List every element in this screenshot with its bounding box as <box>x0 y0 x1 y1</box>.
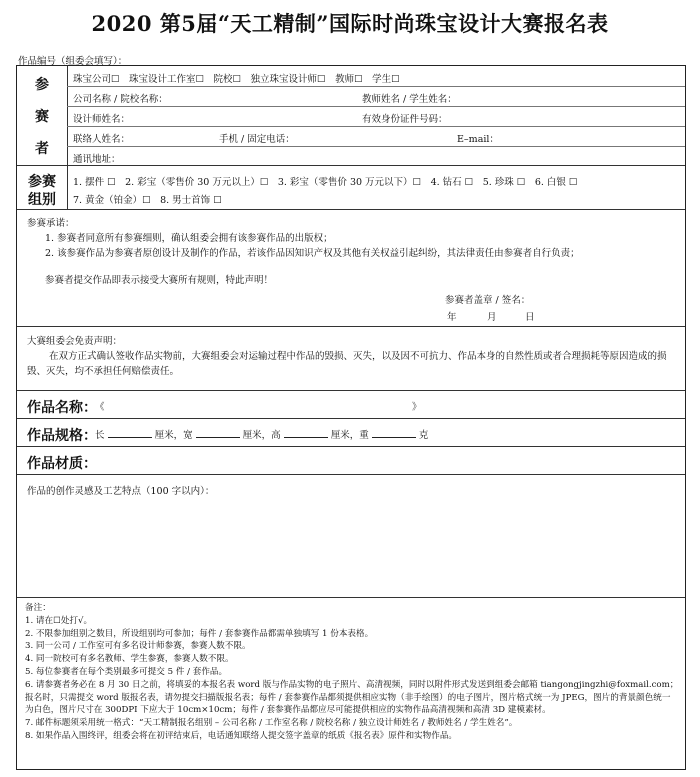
date-month: 月 <box>487 312 497 323</box>
participant-type-options[interactable]: 珠宝公司☐ 珠宝设计工作室☐ 院校☐ 独立珠宝设计师☐ 教师☐ 学生☐ <box>73 74 400 85</box>
email-field[interactable]: E–mail： <box>457 134 499 145</box>
registration-form <box>16 65 686 770</box>
company-name-field[interactable]: 公司名称 / 院校名称： <box>73 94 168 105</box>
inspiration-section[interactable] <box>17 475 685 598</box>
work-number-label: 作品编号（组委会填写）： <box>18 56 128 67</box>
date-year: 年 <box>447 312 457 323</box>
disclaimer-section <box>17 327 685 391</box>
participant-section <box>17 66 685 166</box>
work-spec-fields[interactable] <box>95 427 428 441</box>
note-item-8: 8. 如果作品入围终评，组委会将在初评结束后，电话通知联络人提交签字盖章的纸质《报名表》原件和实物作品。 <box>25 730 458 741</box>
height-input[interactable] <box>284 428 328 438</box>
inspiration-label: 作品的创作灵感及工艺特点（100 字以内）： <box>27 486 215 497</box>
participant-label-1: 参 <box>35 77 49 93</box>
commitment-item-1: 1. 参赛者同意所有参赛细则，确认组委会拥有该参赛作品的出版权； <box>45 233 333 244</box>
work-name-open: 《 <box>95 402 105 413</box>
weight-input[interactable] <box>372 428 416 438</box>
contact-name-field[interactable]: 联络人姓名： <box>73 134 131 145</box>
participant-label-2: 赛 <box>35 109 49 125</box>
date-day: 日 <box>525 312 535 323</box>
group-options-line2[interactable]: 7. 黄金（铂金）☐ 8. 男士首饰 ☐ <box>73 195 222 206</box>
length-input[interactable] <box>108 428 152 438</box>
groups-section <box>17 166 685 210</box>
form-title: 2020 第5届“天工精制”国际时尚珠宝设计大赛报名表 <box>91 11 609 36</box>
work-material-row <box>17 447 685 475</box>
spec-length-label: 长 <box>95 430 105 441</box>
spec-width-label: 厘米，宽 <box>154 430 193 441</box>
designer-name-field[interactable]: 设计师姓名： <box>73 114 131 125</box>
spec-height-label: 厘米，高 <box>242 430 281 441</box>
commitment-title: 参赛承诺： <box>27 218 75 229</box>
note-item-7: 7. 邮件标题须采用统一格式：“天工精制报名组别 – 公司名称 / 工作室名称 / 院校名称 / 独立设计师姓名 / 教师姓名 / 学生姓名”。 <box>25 718 518 729</box>
commitment-item-2: 2. 该参赛作品为参赛者原创设计及制作的作品，若该作品因知识产权及其他有关权益引起纠纷，其法律责任由参赛者自行负责； <box>45 248 580 259</box>
note-item-4: 4. 同一院校可有多名教师、学生参赛，参赛人数不限。 <box>25 654 234 665</box>
work-name-close: 》 <box>412 402 422 413</box>
commitment-statement: 参赛者提交作品即表示接受大赛所有规则，特此声明！ <box>45 275 274 286</box>
id-number-field[interactable]: 有效身份证件号码： <box>362 114 448 125</box>
work-name-row <box>17 391 685 419</box>
teacher-student-name-field[interactable]: 教师姓名 / 学生姓名： <box>362 94 457 105</box>
note-item-5: 5. 每位参赛者在每个类别最多可提交 5 件 / 套作品。 <box>25 666 228 677</box>
participant-label-3: 者 <box>35 141 49 157</box>
note-item-2: 2. 不限参加组别之数目，所设组别均可参加；每件 / 套参赛作品都需单独填写 1 份本表格。 <box>25 628 374 639</box>
work-spec-label: 作品规格： <box>27 428 97 444</box>
disclaimer-text: 在双方正式确认签收作品实物前，大赛组委会对运输过程中作品的毁损、灭失，以及因不可抗力、作品本身的自然性质或者合理损耗等原因造成的损毁、灭失，均不承担任何赔偿责任。 <box>27 351 667 377</box>
disclaimer-title: 大赛组委会免责声明： <box>27 336 123 347</box>
work-spec-row <box>17 419 685 447</box>
spec-weight-label: 厘米，重 <box>330 430 369 441</box>
groups-label-2: 组别 <box>28 192 56 208</box>
work-name-label: 作品名称： <box>27 400 97 416</box>
groups-label-1: 参赛 <box>28 174 56 190</box>
note-item-6: 6. 请参赛者务必在 8 月 30 日之前，将填妥的本报名表 word 版与作品实物的电子照片、高清视频，同时以附件形式发送到组委会邮箱 tiangongjingzhi@foxmail.com；报名时，只需提交 word 版报名表，请勿提交扫描版报名表；每件 / 套参赛作品都须提供相应实物（非手绘图）的电子图片，图片格式统一为 JPEG，图片的背景颜色统一为白色，图片尺寸在 300DPI 下应大于 10cm×10cm；每件 / 套参赛作品都应尽可能提供相应的实物作品高清视频和高清 3D 建模素材。 <box>25 679 679 716</box>
notes-title: 备注： <box>25 603 51 613</box>
phone-field[interactable]: 手机 / 固定电话： <box>219 134 295 145</box>
spec-gram-label: 克 <box>418 430 429 441</box>
group-options-line1[interactable]: 1. 摆件 ☐ 2. 彩宝（零售价 30 万元以上）☐ 3. 彩宝（零售价 30 万元以下）☐ 4. 钻石 ☐ 5. 珍珠 ☐ 6. 白银 ☐ <box>73 177 578 188</box>
note-item-1: 1. 请在☐处打√。 <box>25 615 93 626</box>
notes-section <box>25 602 679 743</box>
address-field[interactable]: 通讯地址： <box>73 154 121 165</box>
commitment-section <box>17 210 685 327</box>
work-material-label: 作品材质： <box>27 456 97 472</box>
width-input[interactable] <box>196 428 240 438</box>
signature-field[interactable]: 参赛者盖章 / 签名： <box>445 295 531 306</box>
note-item-3: 3. 同一公司 / 工作室可有多名设计师参赛，参赛人数不限。 <box>25 641 251 652</box>
